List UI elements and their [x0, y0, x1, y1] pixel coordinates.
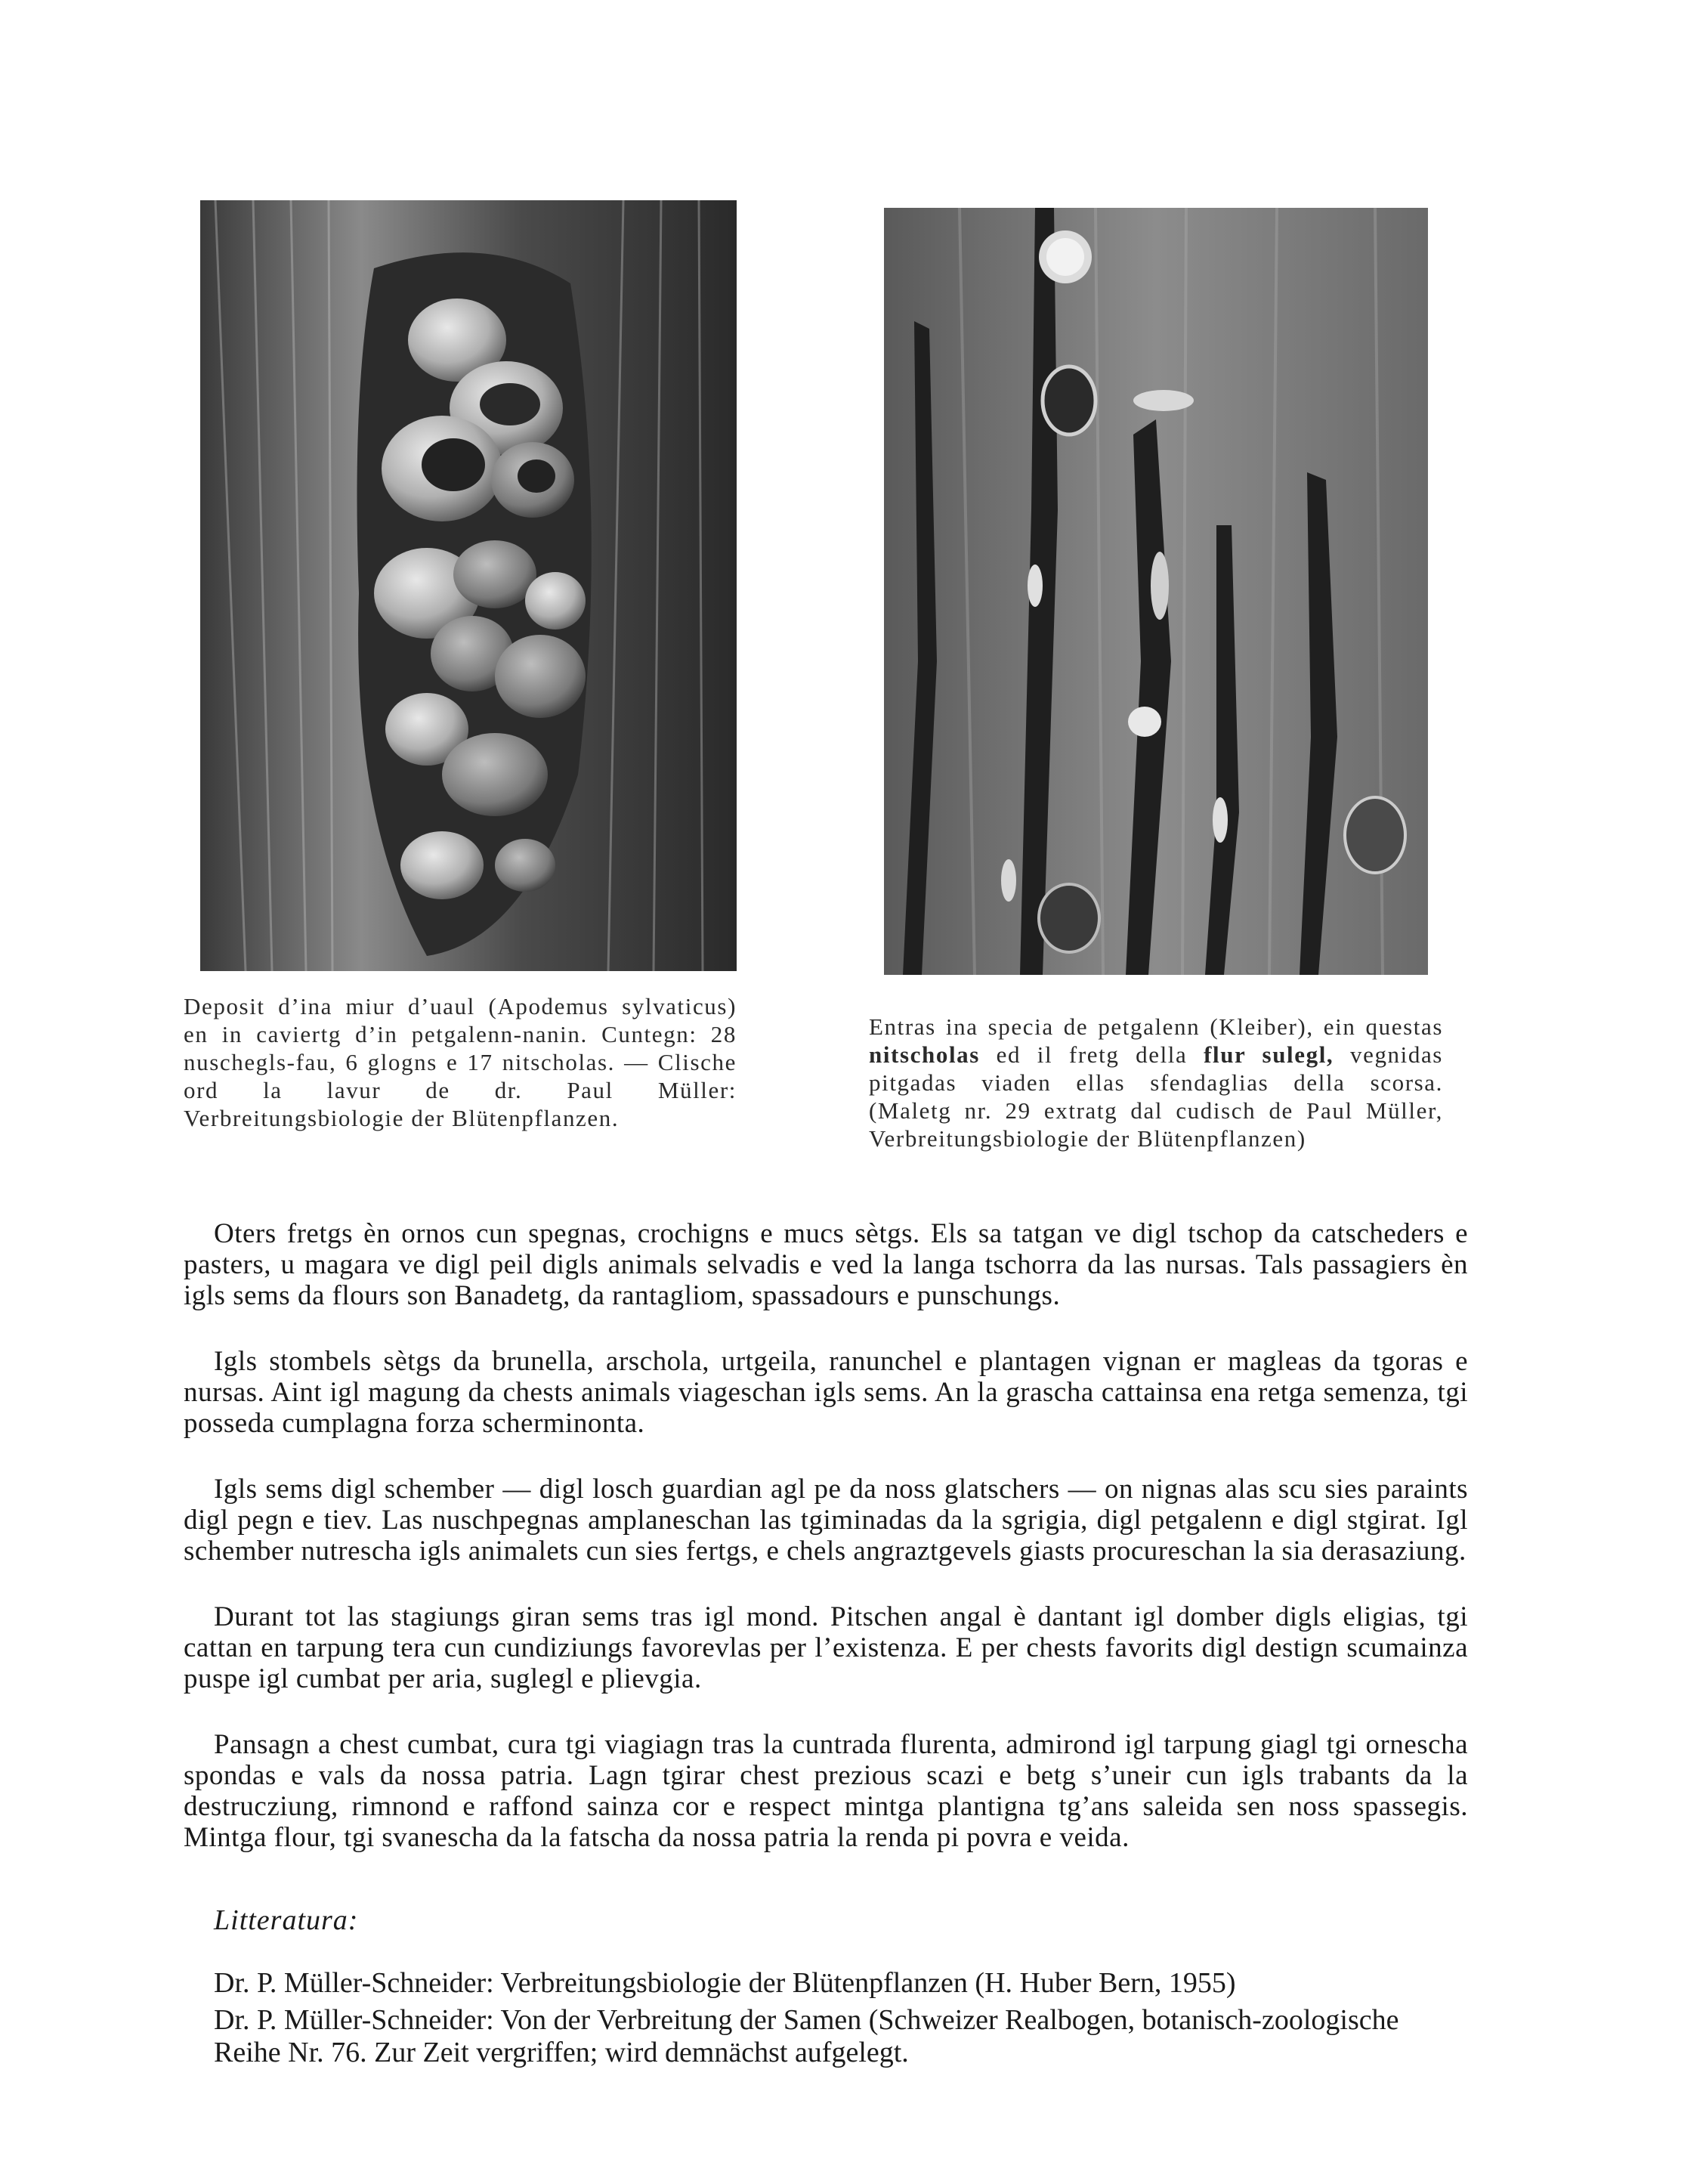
- caption-right-bold-2: flur sulegl,: [1204, 1041, 1334, 1068]
- caption-right-text-1: Entras ina specia de petgalenn (Kleiber), ein questas: [869, 1013, 1443, 1040]
- caption-right-text-2: ed il fretg della: [979, 1041, 1204, 1068]
- body-text: [184, 1218, 1468, 1888]
- paragraph: Durant tot las stagiungs giran sems tras igl mond. Pitschen angal è dantant igl domber digls eligias, tgi cattan en tarpung tera cun cundiziungs favorevlas per l’existenza. E per chests favorits digl destign scumainza puspe igl cumbat per aria, suglegl e plievgia.: [184, 1601, 1468, 1694]
- paragraph: Oters fretgs èn ornos cun spegnas, crochigns e mucs sètgs. Els sa tatgan ve digl tschop da catscheders e pasters, u magara ve digl peil digls animals selvadis e ved la langa tschorra da las nursas. Tals passagiers èn igls sems da flours son Banadetg, da rantagliom, spassadours e punschungs.: [184, 1218, 1468, 1311]
- literature-item: Dr. P. Müller-Schneider: Von der Verbreitung der Samen (Schweizer Realbogen, botanisch-zoologische Reihe Nr. 76. Zur Zeit vergriffen; wird demnächst aufgelegt.: [214, 2004, 1399, 2068]
- caption-left: Deposit d’ina miur d’uaul (Apodemus sylvaticus) en in caviertg d’in petgalenn-nanin. Cuntegn: 28 nuschegls-fau, 6 glogns e 17 nitscholas. — Clische ord la lavur de dr. Paul Müller: Verbreitungsbiologie der Blütenpflanzen.: [184, 993, 737, 1131]
- paragraph: Igls stombels sètgs da brunella, arschola, urtgeila, ranunchel e plantagen vignan er magleas da tgoras e nursas. Aint igl magung da chests animals viageschan igls sems. An la grascha cattainsa ena retga semenza, tgi posseda cumplagna forza scherminonta.: [184, 1346, 1468, 1439]
- literature-item: Dr. P. Müller-Schneider: Verbreitungsbiologie der Blütenpflanzen (H. Huber Bern, 1955): [214, 1967, 1236, 1999]
- caption-right-text-3: vegnidas pitgadas viaden ellas sfendaglias della scorsa. (Maletg nr. 29 extratg dal cudisch de Paul Müller, Verbreitungsbiologie der Blütenpflanzen): [869, 1041, 1443, 1152]
- photo-mouse-nut-cache: [200, 200, 737, 971]
- literature-section: [184, 1904, 1468, 2074]
- photo-bark-seeds: [884, 208, 1428, 975]
- caption-right: [869, 1013, 1443, 1152]
- caption-right-bold-1: nitscholas: [869, 1041, 980, 1068]
- paragraph: Pansagn a chest cumbat, cura tgi viagiagn tras la cuntrada flurenta, admirond igl tarpung giagl tgi ornescha spondas e vals da nossa patria. Lagn tgirar chest prezious scazi e betg s’uneir cun igls trabants da la destrucziung, rimnond e raffond sainza cor e respect mintga plantigna tg’ans saleida sen noss spassegis. Mintga flour, tgi svanescha da la fatscha da nossa patria la renda pi povra e veida.: [184, 1729, 1468, 1853]
- bark-seeds-image: [884, 208, 1428, 975]
- paragraph: Igls sems digl schember — digl losch guardian agl pe da noss glatschers — on nignas alas scu sies paraints digl pegn e tiev. Las nuschpegnas amplaneschan las tgiminadas da la sgrigia, digl petgalenn e digl stgirat. Igl schember nutrescha igls animalets cun sies fertgs, e chels angraztgevels giasts procureschan la sia derasaziung.: [184, 1474, 1468, 1567]
- literature-heading: Litteratura:: [214, 1904, 359, 1936]
- nut-cache-image: [200, 200, 737, 971]
